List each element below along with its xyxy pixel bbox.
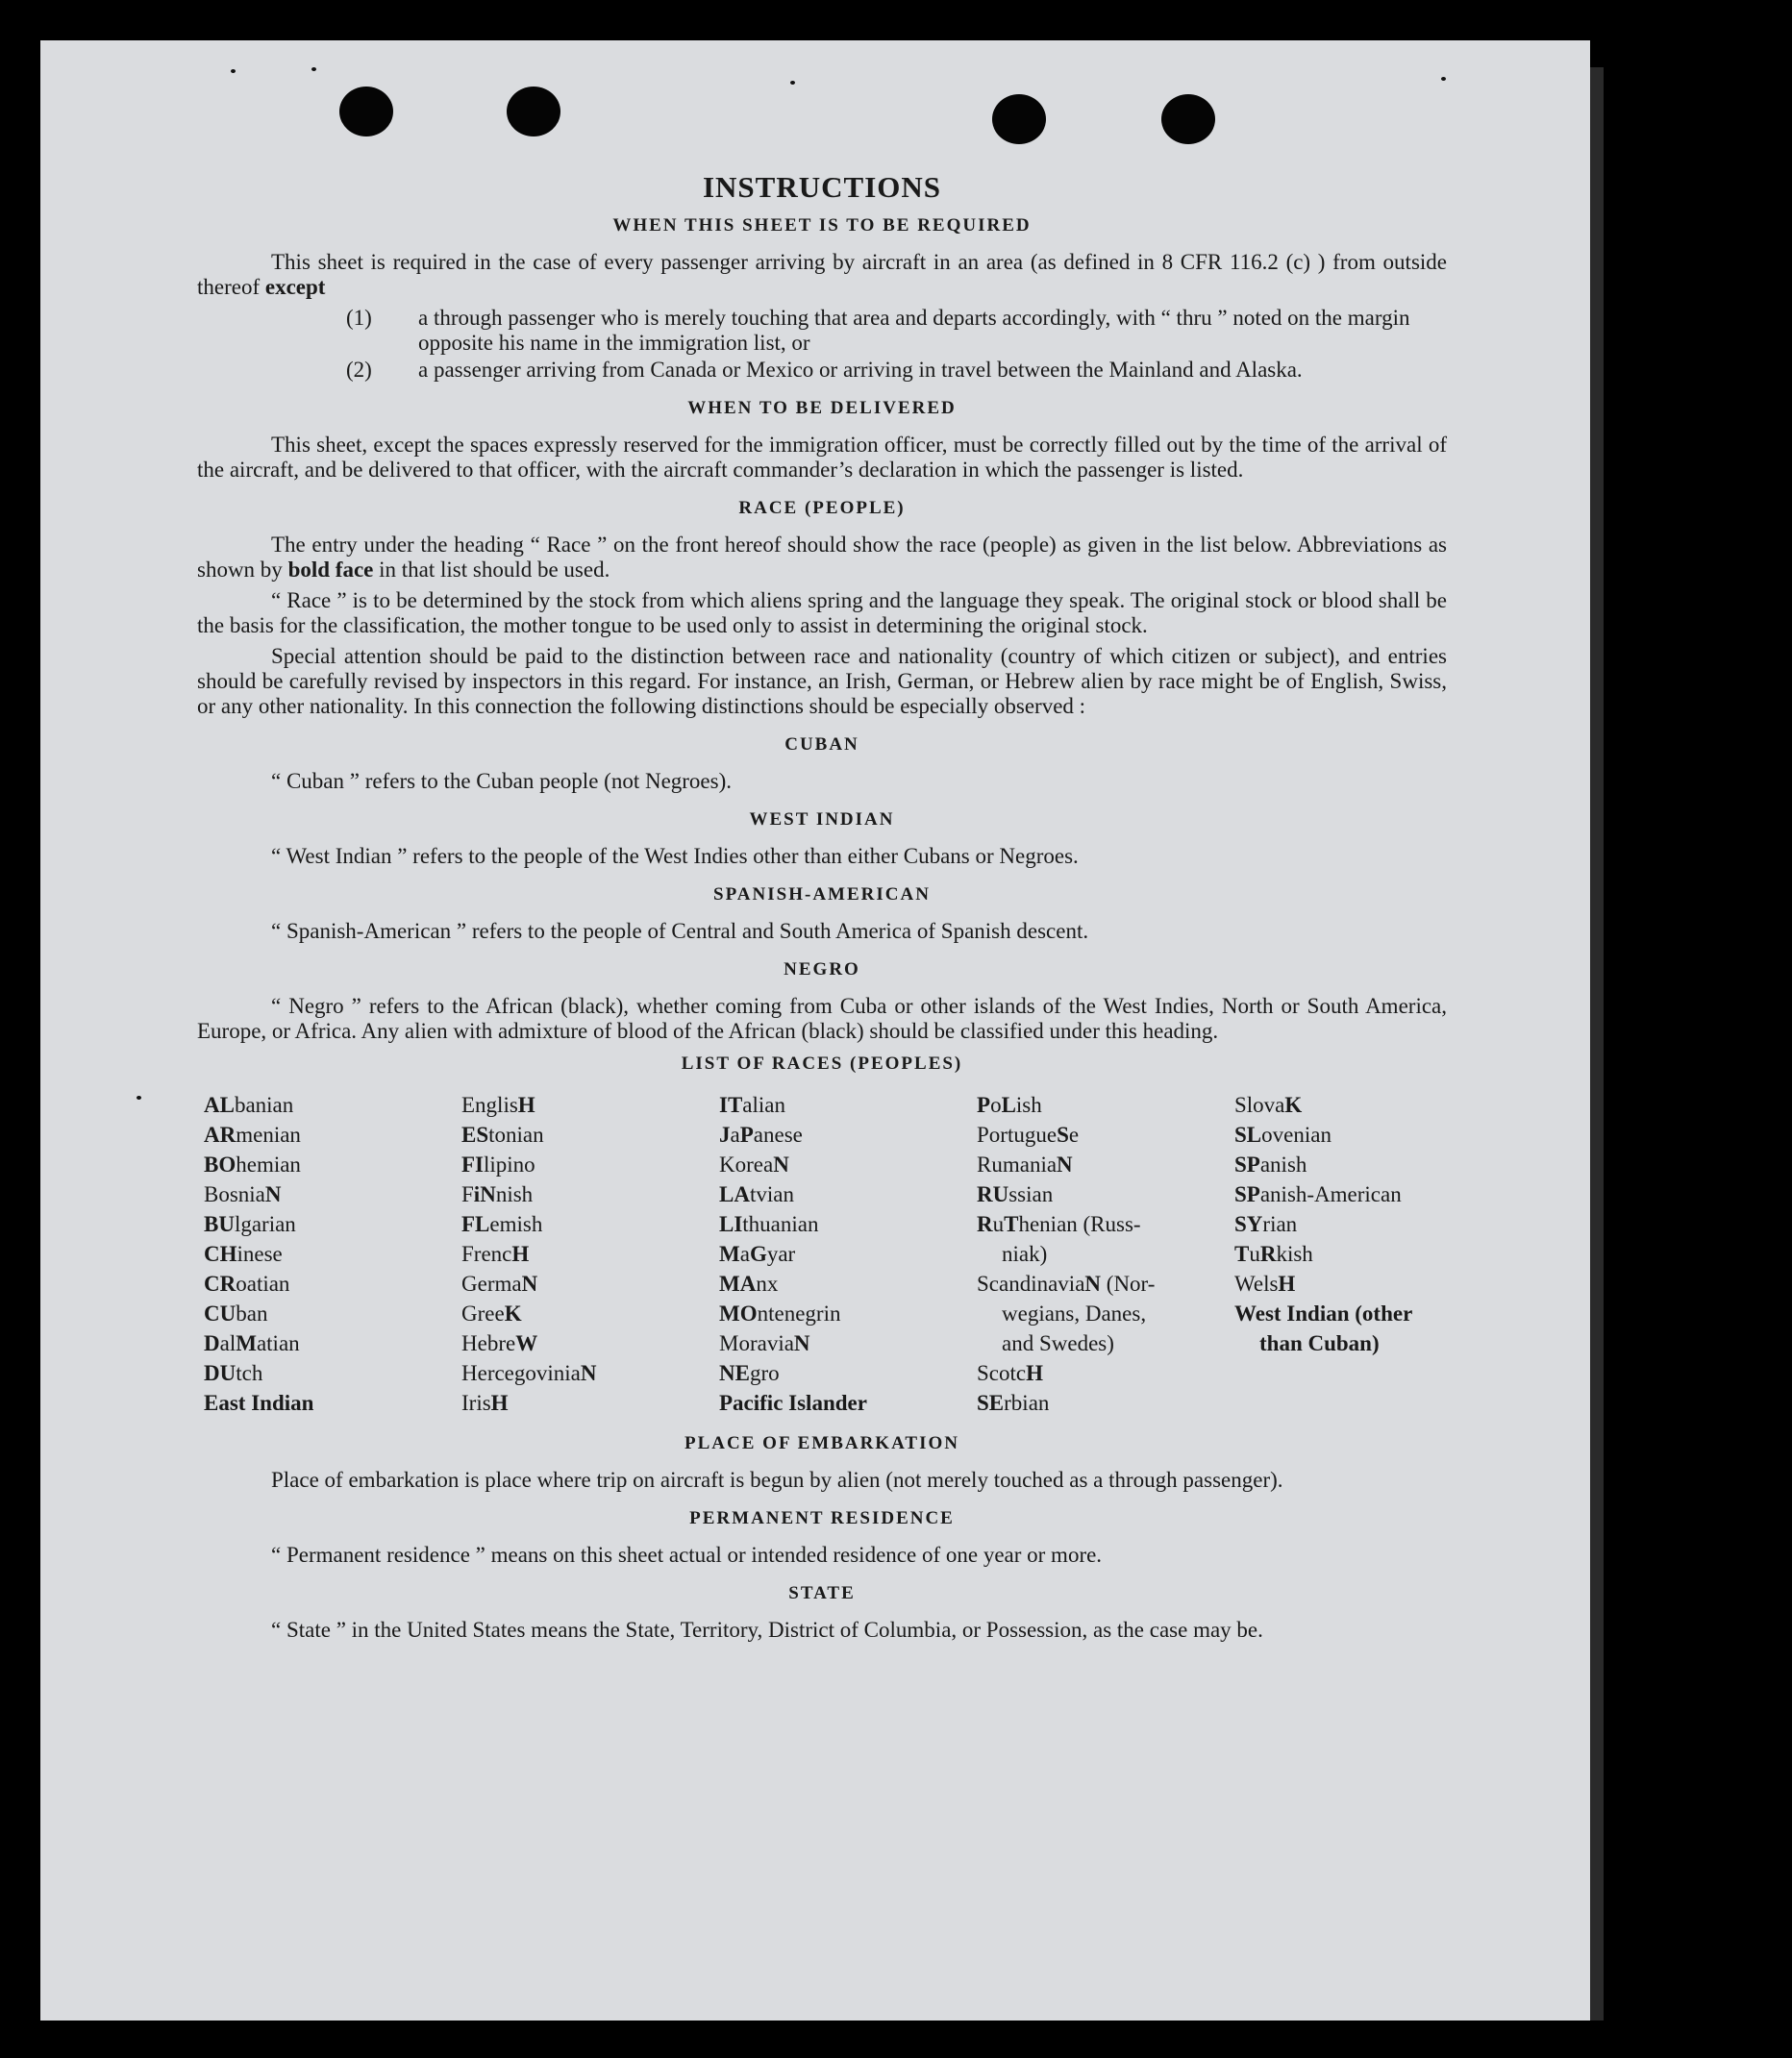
race-text: MO — [719, 1302, 758, 1326]
paragraph-race-1 — [197, 533, 1447, 583]
race-text: anese — [753, 1123, 803, 1147]
punch-hole — [339, 87, 393, 136]
race-text: H — [517, 1093, 535, 1117]
races-column — [204, 1090, 461, 1418]
race-text: osnia — [218, 1182, 265, 1206]
text-bold-face: bold face — [287, 558, 374, 582]
race-text: nx — [756, 1272, 779, 1296]
race-entry — [719, 1358, 977, 1388]
punch-hole — [507, 87, 560, 136]
page-edge-shadow — [1590, 67, 1604, 2021]
scan-speck — [1441, 77, 1446, 81]
race-text: SY — [1234, 1212, 1263, 1236]
race-text: thuanian — [742, 1212, 819, 1236]
race-entry — [461, 1328, 719, 1358]
race-text: niak) — [1002, 1242, 1048, 1266]
race-entry — [977, 1209, 1234, 1239]
race-text: Korea — [719, 1153, 774, 1177]
race-text: K — [1284, 1093, 1303, 1117]
race-entry — [977, 1299, 1234, 1328]
race-text: MA — [719, 1272, 757, 1296]
race-text: LA — [719, 1182, 750, 1206]
text-race-1b: in that list should be used. — [379, 558, 610, 582]
race-text: oatian — [236, 1272, 290, 1296]
race-entry — [204, 1150, 461, 1179]
race-text: CU — [204, 1302, 236, 1326]
paragraph-race-3: Special attention should be paid to the distinction between race and nationality (country of which citizen or subject), and entries should be carefully revised by inspectors in this regard. For instance, an Irish, German, or Hebrew alien by race might be of English, Swiss, or any other nationality. In this connection the following distinctions should be especially observed : — [197, 644, 1447, 718]
paragraph-delivered: This sheet, except the spaces expressly reserved for the immigration officer, must be correctly filled out by the time of the arrival of the aircraft, and be delivered to that officer, with the aircraft commander’s declaration in which the passenger is listed. — [197, 433, 1447, 482]
race-text: ish — [1015, 1093, 1042, 1117]
race-text: CR — [204, 1272, 236, 1296]
race-text: D — [204, 1331, 220, 1355]
race-text: N — [773, 1153, 789, 1177]
heading-negro: NEGRO — [784, 959, 860, 979]
race-entry — [719, 1388, 977, 1418]
list-item — [197, 306, 1447, 356]
race-text: BU — [204, 1212, 235, 1236]
race-text: W — [515, 1331, 538, 1355]
race-entry — [977, 1239, 1234, 1269]
race-entry — [719, 1179, 977, 1209]
race-text: hemian — [236, 1153, 301, 1177]
heading-west-indian: WEST INDIAN — [749, 809, 895, 830]
race-text: Rumania — [977, 1153, 1058, 1177]
race-text: Hercegovinia — [461, 1361, 581, 1385]
race-text: F — [461, 1182, 474, 1206]
races-column — [977, 1090, 1234, 1418]
race-entry — [1234, 1209, 1454, 1239]
paragraph-state: “ State ” in the United States means the State, Territory, District of Columbia, or Possession, as the case may be. — [271, 1618, 1263, 1642]
item-text: a passenger arriving from Canada or Mexico or arriving in travel between the Mainland and Alaska. — [418, 358, 1303, 382]
heading-embarkation: PLACE OF EMBARKATION — [684, 1433, 959, 1453]
race-entry — [461, 1179, 719, 1209]
race-text: ban — [236, 1302, 268, 1326]
race-entry — [977, 1179, 1234, 1209]
race-text: than Cuban) — [1259, 1331, 1380, 1355]
heading-state: STATE — [788, 1583, 856, 1603]
race-entry — [1234, 1120, 1454, 1150]
race-entry — [1234, 1150, 1454, 1179]
race-entry — [204, 1358, 461, 1388]
race-text: Frenc — [461, 1242, 512, 1266]
race-entry — [204, 1179, 461, 1209]
race-text: Germa — [461, 1272, 522, 1296]
race-text: Pacific Islander — [719, 1391, 867, 1415]
text-race-1a: The entry under the heading “ Race ” on the front hereof should show the race (people) as given in the list below. Abbreviations as shown by — [197, 533, 1447, 582]
race-text: lgarian — [234, 1212, 296, 1236]
race-text: tch — [236, 1361, 263, 1385]
punch-hole — [1161, 94, 1215, 144]
race-entry — [1234, 1179, 1454, 1209]
race-text: lipino — [484, 1153, 535, 1177]
paragraph-spanish-american: “ Spanish-American ” refers to the people of Central and South America of Spanish descent. — [271, 919, 1089, 943]
race-text: Iris — [461, 1391, 491, 1415]
race-text: DU — [204, 1361, 236, 1385]
race-entry — [461, 1269, 719, 1299]
race-entry — [1234, 1299, 1454, 1328]
race-text: N — [580, 1361, 597, 1385]
race-text: e — [1068, 1123, 1080, 1147]
race-entry — [1234, 1090, 1454, 1120]
race-entry — [719, 1090, 977, 1120]
race-text: K — [504, 1302, 522, 1326]
race-text: SP — [1234, 1182, 1260, 1206]
paragraph-required — [197, 250, 1447, 300]
race-entry — [719, 1239, 977, 1269]
race-entry — [977, 1150, 1234, 1179]
race-entry — [1234, 1328, 1454, 1358]
race-text: anish — [1259, 1153, 1307, 1177]
race-entry — [719, 1328, 977, 1358]
race-text: al — [219, 1331, 236, 1355]
race-entry — [977, 1269, 1234, 1299]
race-text: J — [719, 1123, 731, 1147]
race-text: tvian — [749, 1182, 794, 1206]
race-text: CH — [204, 1242, 237, 1266]
race-text: T — [1234, 1242, 1250, 1266]
race-text: SP — [1234, 1153, 1260, 1177]
race-entry — [977, 1120, 1234, 1150]
race-entry — [204, 1090, 461, 1120]
heading-cuban: CUBAN — [784, 734, 859, 755]
punch-hole — [992, 94, 1046, 144]
paragraph-embarkation: Place of embarkation is place where trip on aircraft is begun by alien (not merely touched as a through passenger). — [271, 1468, 1283, 1492]
race-entry — [204, 1209, 461, 1239]
race-text: NE — [719, 1361, 750, 1385]
race-text: inese — [236, 1242, 283, 1266]
race-text: anish-American — [1259, 1182, 1402, 1206]
race-text: rian — [1262, 1212, 1298, 1236]
race-entry — [204, 1120, 461, 1150]
paragraph-permanent-residence: “ Permanent residence ” means on this sheet actual or intended residence of one year or more. — [271, 1543, 1103, 1567]
paragraph-cuban: “ Cuban ” refers to the Cuban people (not Negroes). — [271, 769, 733, 793]
race-text: Wels — [1234, 1272, 1279, 1296]
item-number: (2) — [346, 358, 372, 382]
race-entry — [719, 1269, 977, 1299]
race-entry — [719, 1120, 977, 1150]
race-text: SE — [977, 1391, 1005, 1415]
race-text: P — [739, 1123, 754, 1147]
race-text: B — [204, 1182, 219, 1206]
heading-when-required: WHEN THIS SHEET IS TO BE REQUIRED — [612, 215, 1032, 236]
item-text: a through passenger who is merely touching that area and departs accordingly, with “ thru ” noted on the margin opposite his name in the immigration list, or — [418, 306, 1410, 355]
race-text: IT — [719, 1093, 743, 1117]
race-text: H — [511, 1242, 530, 1266]
race-text: M — [719, 1242, 740, 1266]
race-text: ovenian — [1261, 1123, 1332, 1147]
race-text: AR — [204, 1123, 236, 1147]
race-text: RU — [977, 1182, 1009, 1206]
race-text: (Nor- — [1101, 1272, 1156, 1296]
race-text: G — [749, 1242, 767, 1266]
race-entry — [719, 1299, 977, 1328]
race-entry — [977, 1388, 1234, 1418]
race-entry — [204, 1328, 461, 1358]
race-text: Portugue — [977, 1123, 1058, 1147]
race-text: a — [739, 1242, 750, 1266]
race-text: N — [793, 1331, 810, 1355]
race-text: and Swedes) — [1002, 1331, 1114, 1355]
race-text: FL — [461, 1212, 490, 1236]
race-text: ntenegrin — [757, 1302, 841, 1326]
race-text: P — [977, 1093, 991, 1117]
race-text: R — [977, 1212, 993, 1236]
race-entry — [204, 1299, 461, 1328]
race-text: kish — [1276, 1242, 1313, 1266]
race-entry — [461, 1120, 719, 1150]
race-text: N — [1057, 1153, 1073, 1177]
race-text: H — [490, 1391, 509, 1415]
race-text: emish — [489, 1212, 543, 1236]
race-text: a — [730, 1123, 740, 1147]
race-text: alian — [742, 1093, 785, 1117]
race-text: M — [236, 1331, 257, 1355]
race-text: SL — [1234, 1123, 1262, 1147]
race-text: u — [1249, 1242, 1260, 1266]
race-entry — [204, 1239, 461, 1269]
race-text: N — [480, 1182, 496, 1206]
text-required-intro: This sheet is required in the case of every passenger arriving by aircraft in an area (as defined in 8 CFR 116.2 (c) ) from outside thereof — [197, 250, 1447, 299]
race-text: banian — [234, 1093, 294, 1117]
race-entry — [461, 1090, 719, 1120]
race-text: o — [990, 1093, 1002, 1117]
page-title: INSTRUCTIONS — [702, 170, 941, 204]
race-text: N — [1084, 1272, 1102, 1296]
race-text: u — [992, 1212, 1005, 1236]
race-text: rbian — [1004, 1391, 1050, 1415]
race-text: ssian — [1008, 1182, 1054, 1206]
race-entry — [1234, 1269, 1454, 1299]
race-text: Slova — [1234, 1093, 1285, 1117]
race-text: H — [1278, 1272, 1296, 1296]
scan-speck — [137, 1096, 141, 1100]
paragraph-race-2: “ Race ” is to be determined by the stock from which aliens spring and the language they speak. The original stock or blood shall be the basis for the classification, the mother tongue to be used only to assist in determining the original stock. — [197, 588, 1447, 637]
races-list — [204, 1090, 1447, 1418]
races-column — [719, 1090, 977, 1418]
race-entry — [461, 1150, 719, 1179]
races-column — [461, 1090, 719, 1418]
heading-when-delivered: WHEN TO BE DELIVERED — [687, 398, 957, 418]
race-entry — [461, 1388, 719, 1418]
heading-list-of-races: LIST OF RACES (PEOPLES) — [681, 1054, 963, 1074]
race-text: West Indian (other — [1234, 1302, 1413, 1326]
race-text: BO — [204, 1153, 236, 1177]
race-text: Moravia — [719, 1331, 794, 1355]
race-text: ES — [461, 1123, 489, 1147]
race-text: T — [1004, 1212, 1019, 1236]
race-entry — [1234, 1239, 1454, 1269]
race-text: N — [264, 1182, 282, 1206]
item-number: (1) — [346, 306, 372, 330]
race-entry — [977, 1090, 1234, 1120]
race-text: tonian — [488, 1123, 544, 1147]
scan-speck — [231, 69, 236, 73]
scan-speck — [311, 67, 316, 71]
race-text: Gree — [461, 1302, 505, 1326]
race-text: East Indian — [204, 1391, 314, 1415]
paragraph-negro: “ Negro ” refers to the African (black), whether coming from Cuba or other islands of the West Indies, North or South America, Europe, or Africa. Any alien with admixture of blood of the African (black) should be classified under this heading. — [197, 994, 1447, 1043]
race-entry — [461, 1358, 719, 1388]
race-entry — [204, 1388, 461, 1418]
race-text: i — [473, 1182, 481, 1206]
race-entry — [204, 1269, 461, 1299]
race-text: H — [1026, 1361, 1043, 1385]
list-item — [197, 358, 1447, 383]
race-entry — [461, 1299, 719, 1328]
scan-speck — [790, 81, 795, 85]
race-entry — [461, 1239, 719, 1269]
heading-spanish-american: SPANISH-AMERICAN — [713, 884, 931, 905]
race-text: N — [521, 1272, 538, 1296]
race-entry — [461, 1209, 719, 1239]
race-text: L — [1001, 1093, 1016, 1117]
race-text: FI — [461, 1153, 484, 1177]
race-text: R — [1259, 1242, 1277, 1266]
race-text: menian — [236, 1123, 301, 1147]
race-text: AL — [204, 1093, 235, 1117]
heading-race: RACE (PEOPLE) — [738, 498, 906, 518]
race-text: yar — [766, 1242, 796, 1266]
race-text: Scotc — [977, 1361, 1027, 1385]
race-text: wegians, Danes, — [1002, 1302, 1147, 1326]
heading-permanent-residence: PERMANENT RESIDENCE — [689, 1508, 955, 1528]
race-entry — [719, 1209, 977, 1239]
instructions-content — [197, 170, 1447, 1649]
race-entry — [977, 1328, 1234, 1358]
race-text: S — [1057, 1123, 1069, 1147]
race-text: Hebre — [461, 1331, 516, 1355]
race-entry — [977, 1358, 1234, 1388]
race-text: atian — [256, 1331, 300, 1355]
paragraph-west-indian: “ West Indian ” refers to the people of the West Indies other than either Cubans or Negroes. — [271, 844, 1079, 868]
race-text: gro — [749, 1361, 780, 1385]
race-text: LI — [719, 1212, 743, 1236]
race-text: Scandinavia — [977, 1272, 1085, 1296]
race-text: Englis — [461, 1093, 518, 1117]
text-except: except — [264, 275, 326, 299]
race-text: henian (Russ- — [1018, 1212, 1141, 1236]
race-entry — [719, 1150, 977, 1179]
races-column — [1234, 1090, 1454, 1418]
race-text: nish — [495, 1182, 534, 1206]
